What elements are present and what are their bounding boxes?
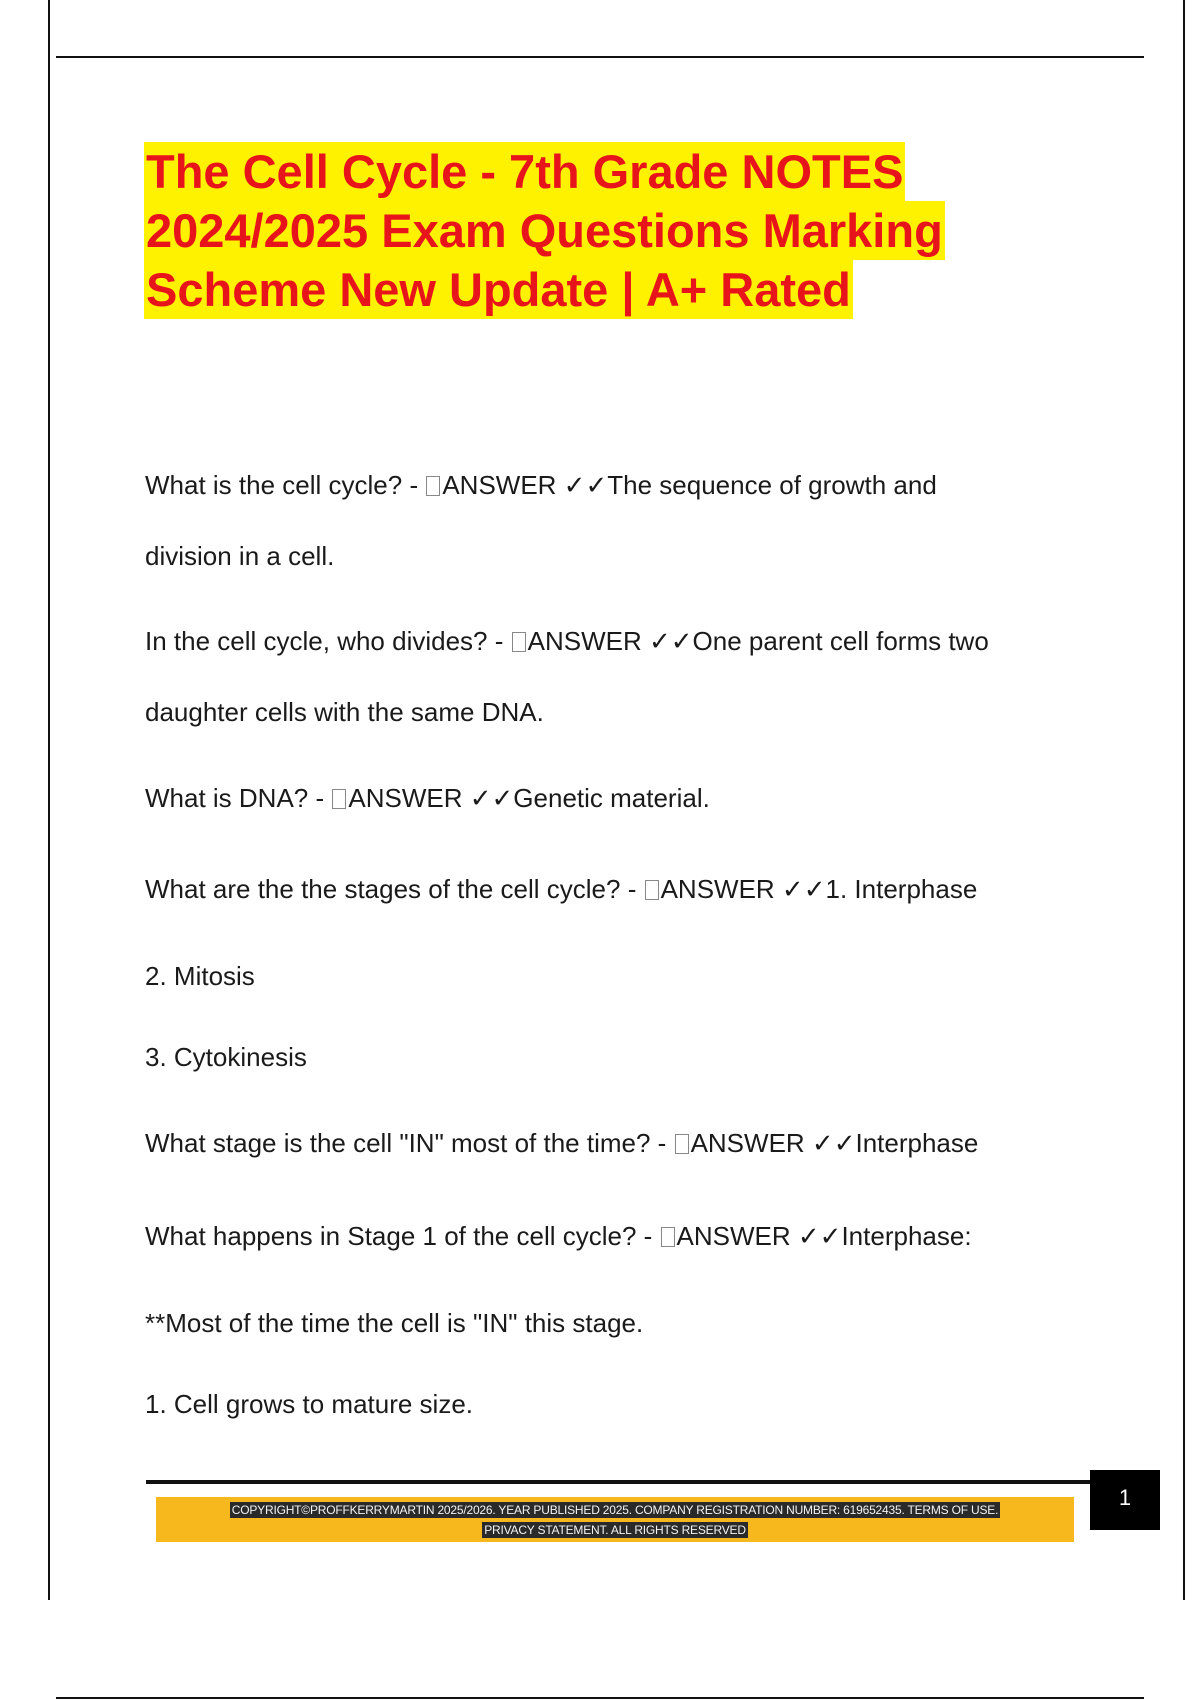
question-text: What stage is the cell "IN" most of the time? [145,1128,651,1158]
list-item-text: 2. Mitosis [145,961,255,991]
answer-label: ANSWER ✓✓ [676,1221,842,1251]
answer-label: ANSWER ✓✓ [660,874,826,904]
qa-line: In the cell cycle, who divides? - ANSWER ✓✓One parent cell forms two [145,626,989,656]
answer-text: Interphase: [841,1221,972,1251]
question-text: What is the cell cycle? [145,470,403,500]
note-text: **Most of the time the cell is "IN" this stage. [145,1308,644,1338]
text-line [145,1308,643,1338]
document-title [144,142,1044,319]
answer-text: One parent cell forms two [692,626,989,656]
qa-line: What is DNA? - ANSWER ✓✓Genetic material. [145,783,710,813]
qa-line: What stage is the cell "IN" most of the time? - ANSWER ✓✓Interphase [145,1128,979,1158]
page-number: 1 [1090,1470,1160,1530]
answer-label: ANSWER ✓✓ [527,626,693,656]
title-line: Scheme New Update | A+ Rated [144,260,853,319]
header-rule [56,56,1144,58]
list-item-text: 3. Cytokinesis [145,1042,307,1072]
question-text: In the cell cycle, who divides? [145,626,488,656]
list-item-text: 1. Cell grows to mature size. [145,1389,474,1419]
missing-glyph-box [675,1134,689,1154]
question-text: What are the the stages of the cell cycle? [145,874,621,904]
continuation-text: division in a cell. [145,541,335,571]
answer-text: The sequence of growth and [607,470,937,500]
answer-text: Interphase [855,1128,979,1158]
question-text: What happens in Stage 1 of the cell cycle? [145,1221,637,1251]
text-line [145,961,255,991]
missing-glyph-box [645,880,659,900]
missing-glyph-box [332,789,346,809]
qa-line: What are the the stages of the cell cycle? - ANSWER ✓✓1. Interphase [145,874,978,904]
copyright-line: PRIVACY STATEMENT. ALL RIGHTS RESERVED [484,1523,746,1537]
next-page-rule [56,1697,1144,1699]
qa-line: What happens in Stage 1 of the cell cycle? - ANSWER ✓✓Interphase: [145,1221,972,1251]
text-line [145,541,334,571]
text-line [145,1389,473,1419]
missing-glyph-box [426,476,440,496]
qa-line: What is the cell cycle? - ANSWER ✓✓The sequence of growth and [145,470,937,500]
answer-text: 1. Interphase [825,874,978,904]
answer-label: ANSWER ✓✓ [348,783,514,813]
answer-label: ANSWER ✓✓ [690,1128,856,1158]
missing-glyph-box [512,632,526,652]
continuation-text: daughter cells with the same DNA. [145,697,544,727]
missing-glyph-box [661,1227,675,1247]
copyright-footer [156,1500,1074,1540]
answer-text: Genetic material. [513,783,710,813]
page-left-border [48,0,50,1600]
title-line: 2024/2025 Exam Questions Marking [144,201,945,260]
copyright-line: COPYRIGHT©PROFFKERRYMARTIN 2025/2026. YEAR PUBLISHED 2025. COMPANY REGISTRATION NUMBER: 619652435. TERMS OF USE. [231,1503,999,1517]
title-line: The Cell Cycle - 7th Grade NOTES [144,142,905,201]
question-text: What is DNA? [145,783,309,813]
page-right-border [1183,0,1185,1600]
answer-label: ANSWER ✓✓ [442,470,608,500]
text-line [145,1042,307,1072]
footer-rule [146,1480,1090,1484]
text-line [145,697,544,727]
